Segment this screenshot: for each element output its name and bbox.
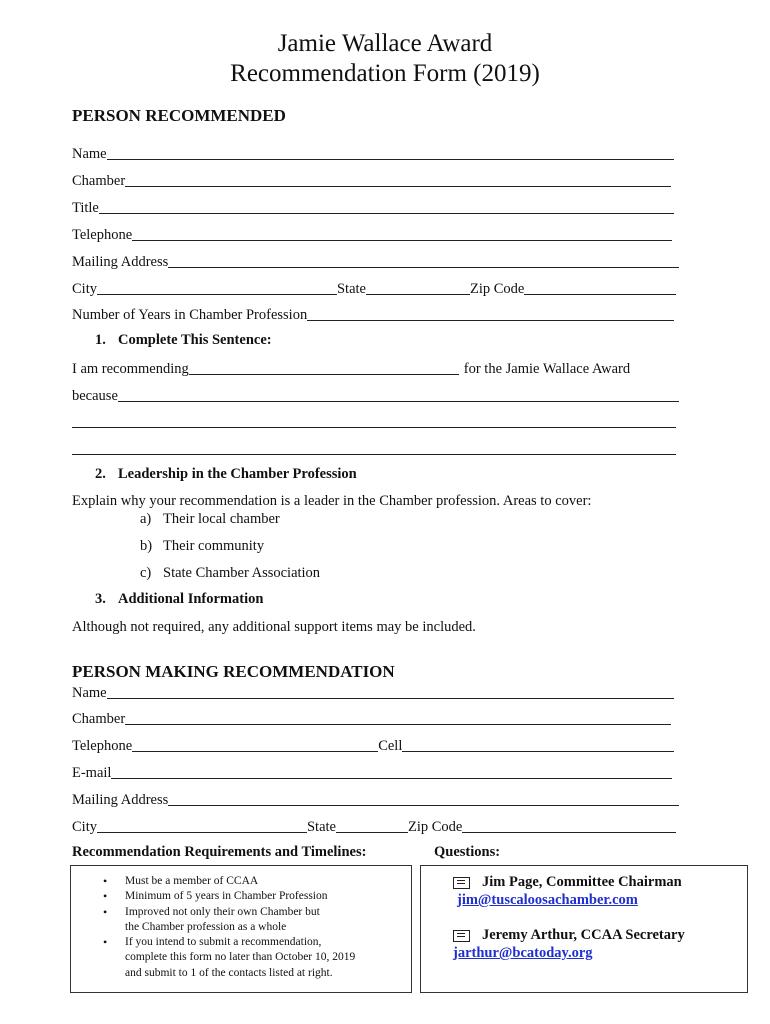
recommending-label: I am recommending	[72, 361, 189, 377]
mail-icon	[453, 877, 470, 889]
area-item	[140, 511, 280, 528]
requirement-line: and submit to 1 of the contacts listed at right.	[125, 966, 333, 979]
contact-name-row	[453, 927, 685, 944]
recommended-address-row	[72, 251, 679, 271]
maker-name-row	[72, 682, 674, 702]
recommended-years-field[interactable]	[307, 306, 674, 321]
section2-heading	[95, 466, 357, 483]
recommended-state-field[interactable]	[366, 280, 470, 295]
requirement-line: the Chamber profession as a whole	[125, 920, 287, 933]
recommended-zip-label: Zip Code	[469, 281, 525, 297]
requirement-line: complete this form no later than October 10, 2019	[125, 951, 356, 964]
recommending-row	[72, 358, 652, 378]
recommended-state-label: State	[336, 281, 366, 297]
area-text: State Chamber Association	[163, 565, 321, 581]
questions-box	[420, 865, 748, 993]
section3-title: Additional Information	[118, 591, 264, 607]
maker-address-label: Mailing Address	[72, 792, 169, 808]
contact-name-row	[453, 874, 682, 891]
area-marker: c)	[140, 565, 152, 581]
maker-city-field[interactable]	[97, 818, 307, 833]
maker-name-label: Name	[72, 685, 107, 701]
recommended-zip-field[interactable]	[524, 280, 676, 295]
requirement-line: • Minimum of 5 years in Chamber Profession	[103, 889, 355, 904]
recommended-years-label: Number of Years in Chamber Profession	[72, 307, 308, 323]
maker-chamber-field[interactable]	[125, 710, 671, 725]
maker-telephone-field[interactable]	[132, 737, 378, 752]
section1-heading	[95, 332, 272, 349]
recommended-chamber-label: Chamber	[72, 173, 126, 189]
maker-cell-label: Cell	[378, 738, 403, 754]
maker-address-row	[72, 789, 679, 809]
recommended-telephone-label: Telephone	[72, 227, 133, 243]
contact-jeremy-arthur	[453, 927, 685, 962]
section3-text: Although not required, any additional support items may be included.	[72, 619, 476, 635]
recommended-title-field[interactable]	[99, 199, 674, 214]
section1-title: Complete This Sentence:	[118, 332, 272, 348]
section3-heading	[95, 591, 263, 608]
person-making-heading: PERSON MAKING RECOMMENDATION	[72, 662, 395, 681]
maker-zip-label: Zip Code	[407, 819, 463, 835]
maker-city-row	[72, 816, 676, 836]
contact-name: Jeremy Arthur, CCAA Secretary	[482, 927, 685, 943]
maker-state-field[interactable]	[336, 818, 408, 833]
maker-email-row	[72, 762, 672, 782]
requirement-line: • Must be a member of CCAA	[103, 874, 355, 889]
maker-telephone-row	[72, 735, 674, 755]
section2-intro: Explain why your recommendation is a leader in the Chamber profession. Areas to cover:	[72, 493, 592, 509]
recommended-years-row	[72, 304, 674, 324]
maker-email-label: E-mail	[72, 765, 112, 781]
form-title-line2: Recommendation Form (2019)	[230, 60, 540, 87]
recommended-address-label: Mailing Address	[72, 254, 169, 270]
recommended-telephone-row	[72, 224, 672, 244]
area-marker: a)	[140, 511, 152, 527]
award-label: for the Jamie Wallace Award	[463, 361, 631, 377]
section2-number: 2.	[95, 466, 106, 482]
requirement-line: • Improved not only their own Chamber but	[103, 905, 355, 920]
recommended-name-label: Name	[72, 146, 107, 162]
recommended-chamber-field[interactable]	[125, 172, 671, 187]
contact-email-link[interactable]: jarthur@bcatoday.org	[453, 945, 593, 961]
recommended-city-field[interactable]	[97, 280, 337, 295]
maker-telephone-label: Telephone	[72, 738, 133, 754]
maker-address-field[interactable]	[168, 791, 679, 806]
because-line-3[interactable]	[72, 454, 676, 455]
area-text: Their community	[163, 538, 265, 554]
mail-icon	[453, 930, 470, 942]
area-marker: b)	[140, 538, 153, 554]
contact-jim-page	[453, 874, 682, 909]
maker-chamber-label: Chamber	[72, 711, 126, 727]
contact-email-link[interactable]: jim@tuscaloosachamber.com	[457, 892, 638, 908]
area-item	[140, 565, 320, 582]
recommended-name-field[interactable]	[107, 145, 674, 160]
maker-email-field[interactable]	[111, 764, 672, 779]
because-row	[72, 385, 679, 405]
recommended-city-row	[72, 278, 676, 298]
form-title-line1: Jamie Wallace Award	[277, 30, 493, 57]
maker-state-label: State	[306, 819, 336, 835]
recommended-title-label: Title	[72, 200, 99, 216]
questions-heading: Questions:	[434, 844, 501, 860]
requirements-list	[103, 874, 355, 981]
requirements-box	[70, 865, 412, 993]
maker-cell-field[interactable]	[402, 737, 674, 752]
recommended-name-row	[72, 143, 674, 163]
requirement-line: • If you intend to submit a recommendation,	[103, 935, 355, 950]
maker-name-field[interactable]	[107, 684, 674, 699]
recommending-field[interactable]	[189, 360, 459, 375]
section1-number: 1.	[95, 332, 106, 348]
because-label: because	[72, 388, 118, 404]
section3-number: 3.	[95, 591, 106, 607]
recommended-title-row	[72, 197, 674, 217]
because-line-2[interactable]	[72, 427, 676, 428]
person-recommended-heading: PERSON RECOMMENDED	[72, 106, 286, 125]
maker-city-label: City	[72, 819, 97, 835]
recommended-city-label: City	[72, 281, 97, 297]
maker-zip-field[interactable]	[462, 818, 676, 833]
recommended-chamber-row	[72, 170, 671, 190]
area-item	[140, 538, 264, 555]
area-text: Their local chamber	[163, 511, 280, 527]
recommended-telephone-field[interactable]	[132, 226, 672, 241]
recommended-address-field[interactable]	[168, 253, 679, 268]
contact-name: Jim Page, Committee Chairman	[482, 874, 682, 890]
section2-title: Leadership in the Chamber Profession	[118, 466, 357, 482]
requirements-heading: Recommendation Requirements and Timelines:	[72, 844, 367, 860]
because-field[interactable]	[118, 387, 679, 402]
maker-chamber-row	[72, 708, 671, 728]
